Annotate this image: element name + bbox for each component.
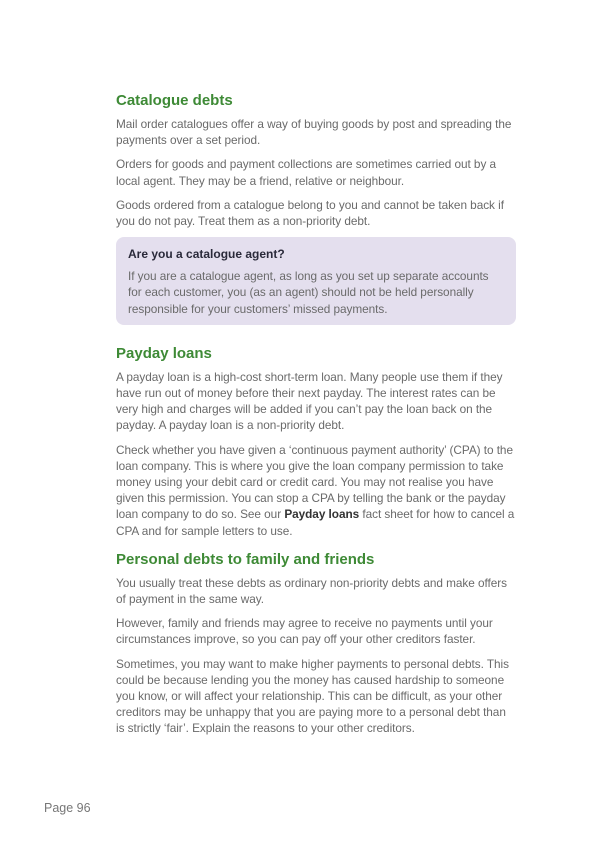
page-content	[116, 92, 516, 749]
callout-text: If you are a catalogue agent, as long as you set up separate accounts for each customer, you (as an agent) should not be held personally responsible for your customers’ missed payments.	[128, 269, 489, 316]
section-catalogue-debts	[116, 92, 516, 325]
paragraph: Sometimes, you may want to make higher payments to personal debts. This could be because lending you the money has caused hardship to someone you know, or will affect your relationship. This can be difficult, as your other creditors may be unhappy that you are paying more to a personal debt than is strictly ‘fair’. Explain the reasons to your other creditors.	[116, 656, 509, 736]
paragraph: Goods ordered from a catalogue belong to you and cannot be taken back if you do not pay. Treat them as a non-priority debt.	[116, 197, 504, 229]
callout-box	[116, 237, 516, 325]
section-heading: Payday loans	[116, 344, 212, 362]
page-number: Page 96	[44, 801, 91, 815]
fact-sheet-reference: Payday loans	[284, 507, 360, 522]
text: fact sheet for how to cancel a CPA and for sample letters to use.	[116, 507, 515, 538]
paragraph-cpa	[116, 442, 516, 539]
paragraph: You usually treat these debts as ordinary non-priority debts and make offers of payment in the same way.	[116, 575, 507, 607]
section-personal-debts	[116, 551, 516, 737]
paragraph: However, family and friends may agree to receive no payments until your circumstances improve, so you can pay off your other creditors faster.	[116, 616, 493, 647]
paragraph: Orders for goods and payment collections are sometimes carried out by a local agent. They may be a friend, relative or neighbour.	[116, 157, 497, 188]
text: Check whether you have given a ‘continuous payment authority’ (CPA) to the loan company. This is where you give the loan company permission to take money using your debit card or credit card. You may not realise you have given this permission. You can stop a CPA by telling the bank or the payday loan company to do so. See our	[116, 442, 513, 522]
callout-title: Are you a catalogue agent?	[128, 247, 285, 262]
section-payday-loans	[116, 345, 516, 539]
section-heading: Personal debts to family and friends	[116, 550, 375, 568]
paragraph: Mail order catalogues offer a way of buying goods by post and spreading the payments over a set period.	[116, 117, 512, 148]
section-heading: Catalogue debts	[116, 92, 233, 109]
paragraph: A payday loan is a high-cost short-term loan. Many people use them if they have run out of money before their next payday. The interest rates can be very high and charges will be added if you can’t pay the loan back on the payday. A payday loan is a non-priority debt.	[116, 369, 503, 433]
